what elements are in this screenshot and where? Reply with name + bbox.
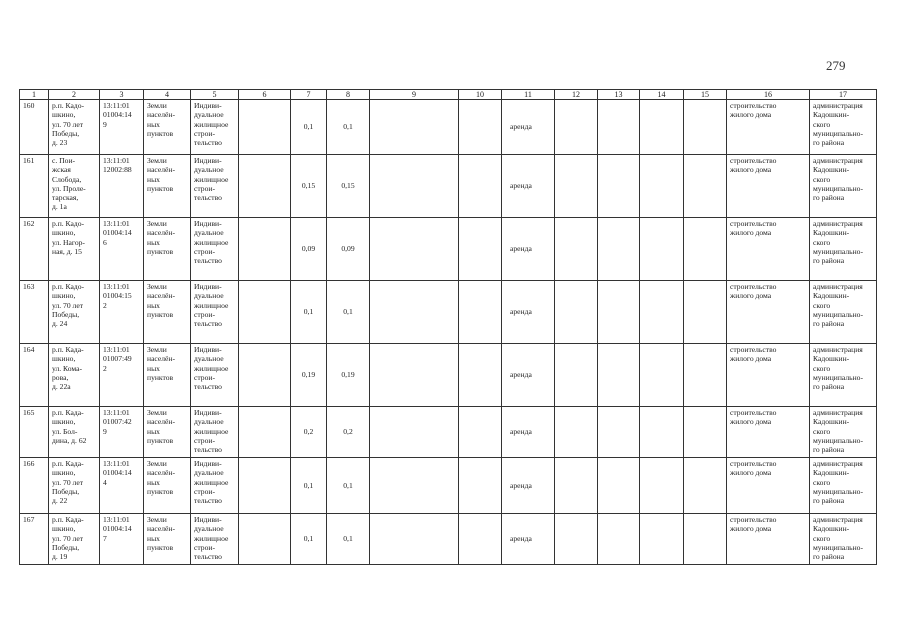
column-header: 5 [191, 90, 239, 100]
right-type-cell [502, 155, 555, 218]
row-number-cell [20, 344, 49, 407]
administration-cell [810, 281, 877, 344]
area-cell-text: 0,1 [303, 534, 314, 544]
row-number-cell [20, 155, 49, 218]
empty-cell [555, 344, 598, 407]
cadastral-number-cell [100, 218, 144, 281]
empty-cell [370, 344, 459, 407]
area-cell-text: 0,15 [301, 181, 316, 191]
permitted-use-cell [191, 407, 239, 458]
area-cell-text: 0,19 [341, 370, 355, 380]
empty-cell [239, 218, 291, 281]
right-type-cell-text: аренда [510, 122, 532, 132]
purpose-cell-text: строительство жилого дома [730, 282, 777, 301]
empty-cell [370, 100, 459, 155]
land-category-cell-text: Земли населён- ных пунктов [147, 408, 176, 445]
cadastral-number-cell [100, 100, 144, 155]
area-cell [291, 458, 327, 514]
cadastral-number-cell [100, 514, 144, 565]
administration-cell [810, 458, 877, 514]
area-cell [291, 100, 327, 155]
empty-cell [239, 407, 291, 458]
area-cell-text: 0,1 [303, 480, 314, 490]
administration-cell-text: администрация Кадошкин- ского муниципально- го района [813, 219, 864, 265]
area-cell-text: 0,1 [343, 307, 353, 317]
empty-cell [459, 407, 502, 458]
purpose-cell [727, 407, 810, 458]
empty-cell [555, 281, 598, 344]
empty-cell [640, 514, 684, 565]
empty-cell [459, 344, 502, 407]
address-cell-text: р.п. Када- шкино, ул. 70 лет Победы, д. 19 [52, 515, 84, 561]
empty-cell [640, 218, 684, 281]
address-cell [49, 344, 100, 407]
right-type-cell-text: аренда [510, 307, 532, 317]
area-cell-text: 0,2 [303, 427, 314, 437]
land-category-cell [144, 100, 191, 155]
area-cell-text: 0,19 [301, 370, 316, 380]
cadastral-number-cell-text: 13:11:01 01004:14 9 [103, 101, 132, 129]
column-header: 8 [327, 90, 370, 100]
permitted-use-cell-text: Индиви- дуальное жилищное строи- тельство [194, 219, 229, 265]
permitted-use-cell [191, 514, 239, 565]
row-number-cell-text: 163 [23, 282, 35, 291]
row-number-cell-text: 167 [23, 515, 35, 524]
column-header: 3 [100, 90, 144, 100]
empty-cell [684, 155, 727, 218]
right-type-cell-text: аренда [510, 244, 532, 254]
land-category-cell-text: Земли населён- ных пунктов [147, 345, 176, 382]
land-category-cell [144, 281, 191, 344]
empty-cell [598, 407, 640, 458]
area-cell [291, 281, 327, 344]
cadastral-number-cell-text: 13:11:01 01004:14 4 [103, 459, 132, 487]
address-cell-text: р.п. Када- шкино, ул. 70 лет Победы, д. 22 [52, 459, 84, 505]
cadastral-number-cell [100, 344, 144, 407]
column-header: 6 [239, 90, 291, 100]
right-type-cell [502, 218, 555, 281]
row-number-cell-text: 161 [23, 156, 35, 165]
right-type-cell-text: аренда [510, 370, 532, 380]
address-cell [49, 281, 100, 344]
row-number-cell [20, 514, 49, 565]
area-cell [327, 155, 370, 218]
empty-cell [640, 100, 684, 155]
address-cell [49, 218, 100, 281]
land-plot-register-table [19, 89, 877, 565]
empty-cell [684, 458, 727, 514]
empty-cell [239, 458, 291, 514]
administration-cell-text: администрация Кадошкин- ского муниципально- го района [813, 282, 864, 328]
empty-cell [598, 155, 640, 218]
empty-cell [598, 100, 640, 155]
address-cell-text: р.п. Када- шкино, ул. Кома- рова, д. 22а [52, 345, 84, 391]
right-type-cell [502, 514, 555, 565]
area-cell [327, 514, 370, 565]
right-type-cell [502, 344, 555, 407]
cadastral-number-cell [100, 458, 144, 514]
row-number-cell-text: 166 [23, 459, 35, 468]
row-number-cell-text: 160 [23, 101, 35, 110]
area-cell [291, 514, 327, 565]
administration-cell [810, 218, 877, 281]
empty-cell [555, 407, 598, 458]
column-header: 15 [684, 90, 727, 100]
address-cell-text: с. Пои- жская Слобода, ул. Проле- тарская, д. 1а [52, 156, 86, 212]
column-number-row [20, 90, 877, 100]
empty-cell [684, 100, 727, 155]
column-header: 9 [370, 90, 459, 100]
cadastral-number-cell [100, 281, 144, 344]
empty-cell [370, 155, 459, 218]
cadastral-number-cell-text: 13:11:01 01007:49 2 [103, 345, 132, 373]
table-row [20, 218, 877, 281]
right-type-cell [502, 100, 555, 155]
land-category-cell-text: Земли населён- ных пунктов [147, 459, 176, 496]
permitted-use-cell [191, 218, 239, 281]
column-header: 14 [640, 90, 684, 100]
area-cell-text: 0,15 [341, 181, 355, 191]
column-header: 11 [502, 90, 555, 100]
address-cell-text: р.п. Кадо- шкино, ул. 70 лет Победы, д. 23 [52, 101, 85, 147]
empty-cell [684, 344, 727, 407]
cadastral-number-cell-text: 13:11:01 01004:15 2 [103, 282, 132, 310]
area-cell-text: 0,1 [303, 122, 314, 132]
land-category-cell [144, 514, 191, 565]
area-cell [327, 281, 370, 344]
administration-cell-text: администрация Кадошкин- ского муниципально- го района [813, 156, 864, 202]
permitted-use-cell-text: Индиви- дуальное жилищное строи- тельство [194, 515, 229, 561]
area-cell-text: 0,1 [343, 534, 353, 544]
column-header: 1 [20, 90, 49, 100]
column-header: 2 [49, 90, 100, 100]
cadastral-number-cell-text: 13:11:01 12002:88 [103, 156, 132, 175]
administration-cell-text: администрация Кадошкин- ского муниципально- го района [813, 345, 864, 391]
address-cell-text: р.п. Када- шкино, ул. Бол- дина, д. 62 [52, 408, 87, 445]
empty-cell [598, 281, 640, 344]
column-header: 17 [810, 90, 877, 100]
empty-cell [640, 407, 684, 458]
table-row [20, 100, 877, 155]
administration-cell [810, 407, 877, 458]
empty-cell [555, 218, 598, 281]
area-cell-text: 0,2 [343, 427, 353, 437]
permitted-use-cell [191, 281, 239, 344]
permitted-use-cell [191, 458, 239, 514]
column-header: 16 [727, 90, 810, 100]
area-cell [291, 407, 327, 458]
empty-cell [640, 458, 684, 514]
empty-cell [598, 514, 640, 565]
cadastral-number-cell-text: 13:11:01 01004:14 7 [103, 515, 132, 543]
empty-cell [370, 281, 459, 344]
area-cell-text: 0,09 [341, 244, 355, 254]
row-number-cell [20, 218, 49, 281]
purpose-cell-text: строительство жилого дома [730, 515, 777, 534]
right-type-cell [502, 281, 555, 344]
right-type-cell-text: аренда [510, 181, 532, 191]
permitted-use-cell-text: Индиви- дуальное жилищное строи- тельство [194, 156, 229, 202]
right-type-cell-text: аренда [510, 427, 532, 437]
administration-cell-text: администрация Кадошкин- ского муниципально- го района [813, 408, 864, 454]
empty-cell [239, 281, 291, 344]
purpose-cell-text: строительство жилого дома [730, 101, 777, 120]
land-category-cell-text: Земли населён- ных пунктов [147, 515, 176, 552]
row-number-cell [20, 458, 49, 514]
purpose-cell-text: строительство жилого дома [730, 219, 777, 238]
purpose-cell [727, 218, 810, 281]
row-number-cell [20, 100, 49, 155]
empty-cell [598, 344, 640, 407]
empty-cell [598, 218, 640, 281]
purpose-cell-text: строительство жилого дома [730, 408, 777, 427]
permitted-use-cell [191, 100, 239, 155]
table-row [20, 458, 877, 514]
row-number-cell-text: 164 [23, 345, 35, 354]
empty-cell [459, 218, 502, 281]
permitted-use-cell-text: Индиви- дуальное жилищное строи- тельство [194, 282, 229, 328]
permitted-use-cell [191, 344, 239, 407]
address-cell-text: р.п. Кадо- шкино, ул. Нагор- ная, д. 15 [52, 219, 85, 256]
area-cell-text: 0,1 [343, 480, 353, 490]
area-cell [327, 218, 370, 281]
purpose-cell [727, 281, 810, 344]
empty-cell [239, 155, 291, 218]
land-category-cell-text: Земли населён- ных пунктов [147, 219, 176, 256]
empty-cell [459, 100, 502, 155]
table-row [20, 344, 877, 407]
empty-cell [684, 514, 727, 565]
empty-cell [370, 514, 459, 565]
permitted-use-cell-text: Индиви- дуальное жилищное строи- тельство [194, 101, 229, 147]
land-category-cell-text: Земли населён- ных пунктов [147, 156, 176, 193]
right-type-cell-text: аренда [510, 534, 532, 544]
empty-cell [459, 281, 502, 344]
permitted-use-cell-text: Индиви- дуальное жилищное строи- тельство [194, 408, 229, 454]
permitted-use-cell-text: Индиви- дуальное жилищное строи- тельство [194, 345, 229, 391]
administration-cell-text: администрация Кадошкин- ского муниципально- го района [813, 101, 864, 147]
empty-cell [555, 458, 598, 514]
land-category-cell [144, 458, 191, 514]
empty-cell [555, 514, 598, 565]
column-header: 10 [459, 90, 502, 100]
land-category-cell [144, 407, 191, 458]
empty-cell [640, 155, 684, 218]
area-cell [291, 218, 327, 281]
empty-cell [555, 100, 598, 155]
purpose-cell-text: строительство жилого дома [730, 459, 777, 478]
column-header: 12 [555, 90, 598, 100]
administration-cell [810, 344, 877, 407]
empty-cell [598, 458, 640, 514]
area-cell [291, 155, 327, 218]
empty-cell [239, 100, 291, 155]
land-category-cell-text: Земли населён- ных пунктов [147, 282, 176, 319]
administration-cell-text: администрация Кадошкин- ского муниципально- го района [813, 515, 864, 561]
address-cell [49, 514, 100, 565]
land-category-cell [144, 155, 191, 218]
empty-cell [684, 218, 727, 281]
area-cell [327, 407, 370, 458]
empty-cell [370, 458, 459, 514]
permitted-use-cell [191, 155, 239, 218]
empty-cell [684, 407, 727, 458]
empty-cell [684, 281, 727, 344]
row-number-cell [20, 281, 49, 344]
table-row [20, 514, 877, 565]
area-cell [327, 344, 370, 407]
area-cell [327, 100, 370, 155]
column-header: 13 [598, 90, 640, 100]
area-cell [291, 344, 327, 407]
administration-cell [810, 100, 877, 155]
row-number-cell-text: 162 [23, 219, 35, 228]
address-cell [49, 155, 100, 218]
right-type-cell [502, 458, 555, 514]
column-header: 7 [291, 90, 327, 100]
area-cell [327, 458, 370, 514]
address-cell [49, 458, 100, 514]
table-row [20, 281, 877, 344]
right-type-cell [502, 407, 555, 458]
cadastral-number-cell [100, 407, 144, 458]
purpose-cell-text: строительство жилого дома [730, 345, 777, 364]
page-number: 279 [826, 58, 846, 73]
empty-cell [459, 514, 502, 565]
land-category-cell [144, 218, 191, 281]
area-cell-text: 0,09 [301, 244, 316, 254]
empty-cell [459, 155, 502, 218]
empty-cell [640, 344, 684, 407]
table-row [20, 407, 877, 458]
administration-cell-text: администрация Кадошкин- ского муниципально- го района [813, 459, 864, 505]
empty-cell [370, 407, 459, 458]
land-category-cell [144, 344, 191, 407]
land-category-cell-text: Земли населён- ных пунктов [147, 101, 176, 138]
empty-cell [239, 344, 291, 407]
empty-cell [640, 281, 684, 344]
purpose-cell [727, 155, 810, 218]
address-cell [49, 100, 100, 155]
column-header: 4 [144, 90, 191, 100]
permitted-use-cell-text: Индиви- дуальное жилищное строи- тельство [194, 459, 229, 505]
row-number-cell-text: 165 [23, 408, 35, 417]
address-cell [49, 407, 100, 458]
cadastral-number-cell-text: 13:11:01 01004:14 6 [103, 219, 132, 247]
table-row [20, 155, 877, 218]
cadastral-number-cell-text: 13:11:01 01007:42 9 [103, 408, 132, 436]
administration-cell [810, 155, 877, 218]
area-cell-text: 0,1 [343, 122, 353, 132]
empty-cell [370, 218, 459, 281]
row-number-cell [20, 407, 49, 458]
empty-cell [459, 458, 502, 514]
purpose-cell [727, 514, 810, 565]
empty-cell [555, 155, 598, 218]
purpose-cell [727, 344, 810, 407]
purpose-cell [727, 458, 810, 514]
area-cell-text: 0,1 [303, 307, 314, 317]
address-cell-text: р.п. Кадо- шкино, ул. 70 лет Победы, д. 24 [52, 282, 85, 328]
purpose-cell-text: строительство жилого дома [730, 156, 777, 175]
right-type-cell-text: аренда [510, 480, 532, 490]
cadastral-number-cell [100, 155, 144, 218]
empty-cell [239, 514, 291, 565]
purpose-cell [727, 100, 810, 155]
administration-cell [810, 514, 877, 565]
